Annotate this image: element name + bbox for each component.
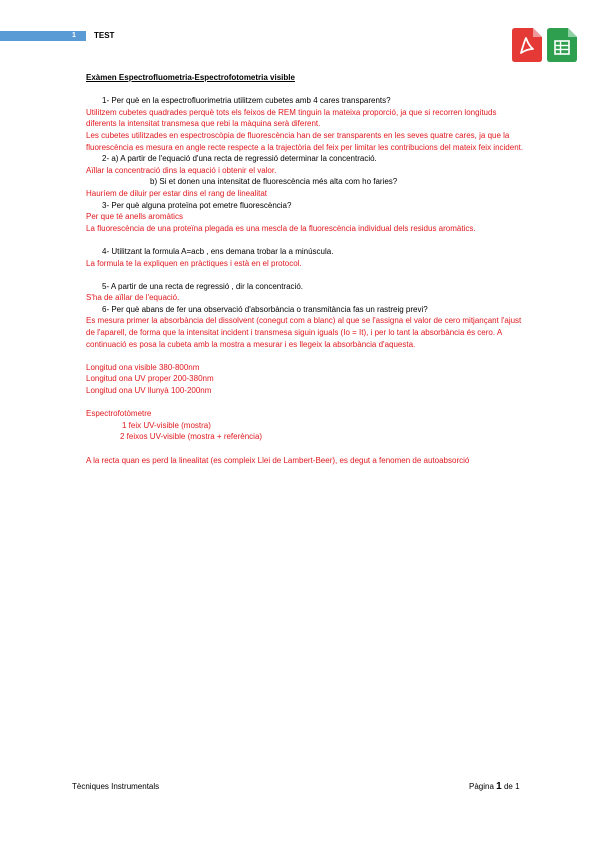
question-4: 4- Utilitzant la formula A=acb , ens demana trobar la a minúscula. xyxy=(102,246,334,256)
footer-course-name: Tècniques Instrumentals xyxy=(72,782,160,791)
question-5: 5- A partir de una recta de regressió , dir la concentració. xyxy=(102,281,303,291)
wavelength-visible: Longitud ona visible 380-800nm xyxy=(86,362,200,372)
page-label: Pàgina xyxy=(469,782,494,791)
final-note: A la recta quan es perd la linealitat (es compleix Llei de Lambert-Beer), es degut a fenomen de autoabsorció xyxy=(86,455,470,465)
question-6: 6- Per què abans de fer una observació d'absorbància o transmitància fas un rastreig previ? xyxy=(102,304,428,314)
header-title: TEST xyxy=(94,31,115,40)
page-number-badge: 1 xyxy=(72,32,76,39)
footer-page-indicator xyxy=(469,781,520,792)
answer-3a: Per que té anells aromàtics xyxy=(86,212,183,222)
question-2a: 2- a) A partir de l'equació d'una recta de regressió determinar la concentració. xyxy=(102,154,377,164)
question-2b: b) Si et donen una intensitat de fluorescència més alta com ho faries? xyxy=(150,177,398,187)
spreadsheet-icon[interactable] xyxy=(547,28,577,62)
question-3: 3- Per què alguna proteïna pot emetre fluorescència? xyxy=(102,200,292,210)
page-current: 1 xyxy=(496,781,502,792)
answer-2a: Aïllar la concentració dins la equació i obtenir el valor. xyxy=(86,165,277,175)
answer-4: La formula te la expliquen en pràctiques i està en el protocol. xyxy=(86,258,302,268)
document-title: Exàmen Espectrofluometria-Espectrofotometria visible xyxy=(86,73,295,82)
answer-2b: Hauríem de diluir per estar dins el rang de linealitat xyxy=(86,188,267,198)
wavelength-near-uv: Longitud ona UV proper 200-380nm xyxy=(86,374,214,384)
answer-6: Es mesura primer la absorbància del dissolvent (conegut com a blanc) al que se l'assigna el valor de cero mitjançant l'ajust de l'aparell, de forma que la intensitat incident i transmesa siguin iguals (Io = It), i per lo tant la absorbància és cero. A continuació es posa la cubeta amb la mostra a mesurar i es llegeix la absorbància d'aquesta. xyxy=(86,316,522,349)
wavelength-far-uv: Longitud ona UV llunyà 100-200nm xyxy=(86,386,212,396)
document-body xyxy=(86,72,526,466)
page-total: 1 xyxy=(515,782,520,791)
answer-5: S'ha de aïllar de l'equació. xyxy=(86,293,180,303)
answer-1a: Utilitzem cubetes quadrades perquè tots els feixos de REM tinguin la mateixa proporció, ja que si recorren longituds diferents la intensitat transmesa que rebi la màquina serà diferent. xyxy=(86,107,497,129)
question-1: 1- Per què en la espectrofluorimetria utilitzem cubetes amb 4 cares transparents? xyxy=(102,96,391,106)
spectrophotometer-heading: Espectrofotòmetre xyxy=(86,409,152,419)
answer-1b: Les cubetes utilitzades en espectroscòpia de fluorescència han de ser transparents en les seves quatre cares, ja que la fluorescència es mesura en angle recte respecte a la trajectòria del feix per limitar les contribucions del mateix feix incident. xyxy=(86,130,524,152)
single-beam-item: 1 feix UV-visible (mostra) xyxy=(122,420,211,430)
pdf-icon[interactable] xyxy=(512,28,542,62)
answer-3b: La fluorescència de una proteïna plegada es una mescla de la fluorescència individual dels residus aromàtics. xyxy=(86,223,476,233)
of-label: de xyxy=(503,782,513,791)
double-beam-item: 2 feixos UV-visible (mostra + referència) xyxy=(120,432,263,442)
